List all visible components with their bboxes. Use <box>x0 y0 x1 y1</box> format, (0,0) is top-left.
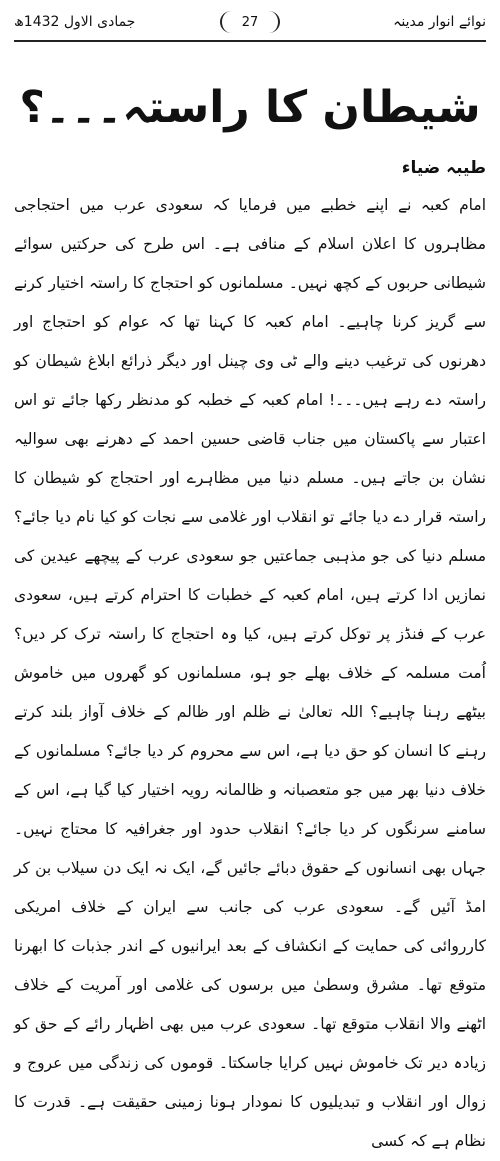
page-header <box>14 6 486 38</box>
header-rule <box>14 40 486 42</box>
article-title: شیطان کا راستہ۔۔۔؟ <box>19 82 481 133</box>
article-author: طیبہ ضیاء <box>401 157 486 178</box>
issue-date: جمادی الاول 1432ھ <box>14 14 136 30</box>
article-paragraph: امام کعبہ نے اپنے خطبے میں فرمایا کہ سعودی عرب میں احتجاجی مظاہروں کا اعلان اسلام کے منافی ہے۔ اس طرح کی حرکتیں سوائے شیطانی حربوں کے کچھ نہیں۔ مسلمانوں کو احتجاج کا راستہ اختیار کرنے سے گریز کرنا چاہیے۔ امام کعبہ کا کہنا تھا کہ عوام کو احتجاج اور دھرنوں کی ترغیب دینے والے ٹی وی چینل اور دیگر ذرائع ابلاغ شیطان کو راستہ دے رہے ہیں۔۔۔! امام کعبہ کے خطبہ کو مدنظر رکھا جائے تو اس اعتبار سے پاکستان میں جناب قاضی حسین احمد کے دھرنے بھی سوالیہ نشان بن جاتے ہیں۔ مسلم دنیا میں مظاہرے اور احتجاج کو شیطان کا راستہ قرار دے دیا جائے تو انقلاب اور غلامی سے نجات کو کیا نام دیا جائے؟ مسلم دنیا کی جو مذہبی جماعتیں جو سعودی عرب کے پیچھے عیدین کی نمازیں ادا کرتے ہیں، امام کعبہ کے خطبات کا احترام کرتے ہیں، سعودی عرب کے فنڈز پر توکل کرتے ہیں، کیا وہ احتجاج کا راستہ ترک کر دیں؟ اُمت مسلمہ کے خلاف بھلے جو ہو، مسلمانوں کو گھروں میں خاموش بیٹھے رہنا چاہیے؟ اللہ تعالیٰ نے ظلم اور ظالم کے خلاف آواز بلند کرتے رہنے کا انسان کو حق دیا ہے، اس سے محروم کر دیا جائے؟ مسلمانوں کے خلاف دنیا بھر میں جو متعصبانہ و ظالمانہ رویہ اختیار کیا گیا ہے، اس کے سامنے سرنگوں کر دیا جائے؟ انقلاب حدود اور جغرافیہ کا محتاج نہیں۔ جہاں بھی انسانوں کے حقوق دبائے جائیں گے، ایک نہ ایک دن سیلاب بن کر امڈ آئیں گے۔ سعودی عرب کی جانب سے ایران کے خلاف امریکی کارروائی کی حمایت کے انکشاف کے بعد ایرانیوں کے اندر جذبات کا ابھرنا متوقع تھا۔ مشرق وسطیٰ میں برسوں کی غلامی اور آمریت کے خلاف اٹھنے والا انقلاب متوقع تھا۔ سعودی عرب میں بھی اظہار رائے کے حق کو زیادہ دیر تک خاموش نہیں کرایا جاسکتا۔ قوموں کی زندگی میں عروج و زوال اور انقلاب و تبدیلیوں کا نمودار ہونا زمینی حقیقت ہے۔ قدرت کا نظام ہے کہ کسی <box>14 195 486 1150</box>
magazine-name: نوائے انوار مدینہ <box>393 14 486 30</box>
page-number: 27 <box>220 11 280 33</box>
article-body <box>14 186 486 1161</box>
